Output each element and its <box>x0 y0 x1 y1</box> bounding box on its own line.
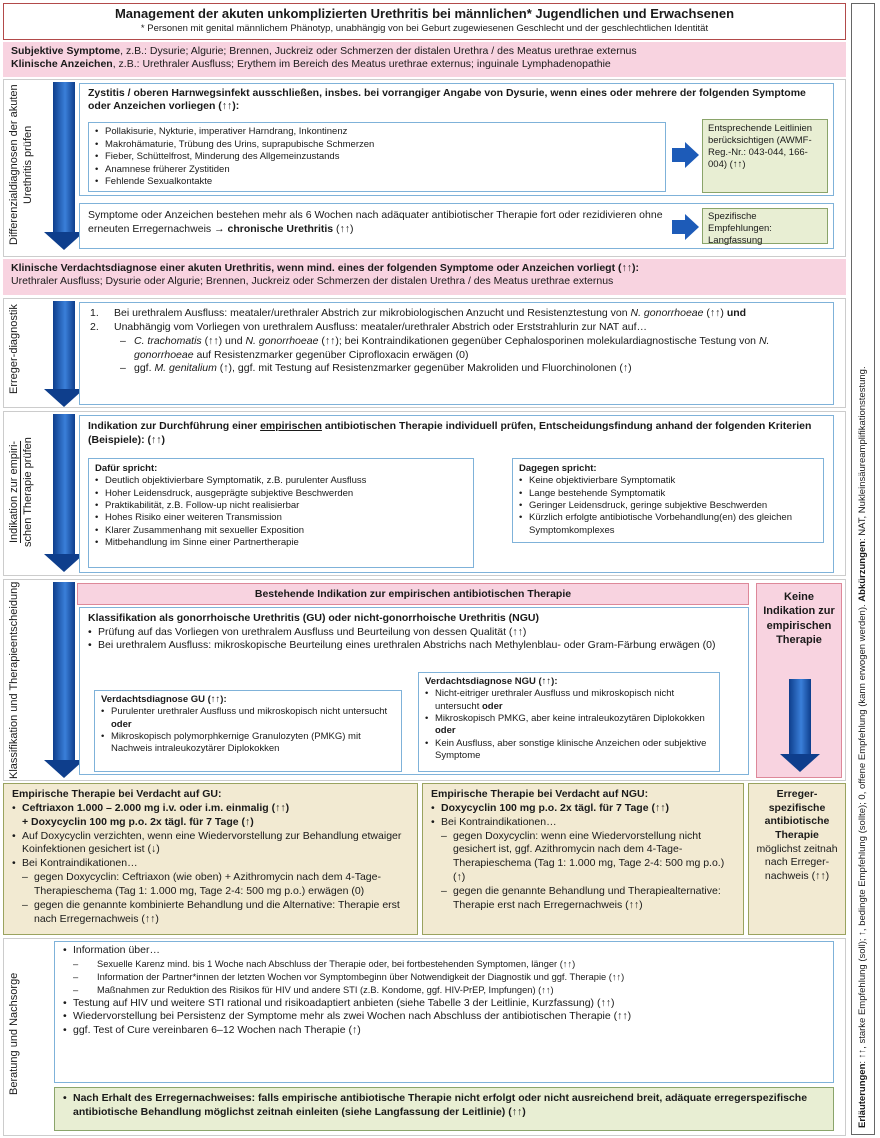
sub-text: ggf. <box>134 362 155 375</box>
list-item: – Information der Partner*innen der letzten Wochen vor Symptombeginn über Notwendigkeit der Diagnostik und ggf. Therapie (↑↑) <box>63 971 825 984</box>
list-item: – Maßnahmen zur Reduktion des Risikos für HIV und andere STI (z.B. Kondome, ggf. HIV-PrEP, Impfungen) (↑↑) <box>63 984 825 997</box>
sub-text: (↑), ggf. mit Testung auf Resistenzmarker gegenüber Makroliden und Fluorchinolonen (↑) <box>216 362 632 375</box>
flow-arrow-head <box>44 760 84 778</box>
list-item: • Praktikabilität, z.B. Follow-up nicht realisierbar <box>95 500 467 512</box>
cystitis-box <box>79 83 834 196</box>
list-item: • Klarer Zusammenhang mit sexueller Exposition <box>95 525 467 537</box>
section-label-line2: schen Therapie prüfen <box>21 437 34 547</box>
list-item: • Bei Kontraindikationen… <box>12 857 409 871</box>
legend-label: Erläuterungen <box>857 1063 868 1128</box>
specific-therapy-box <box>748 783 846 935</box>
indication-banner-text: Bestehende Indikation zur empirischen antibiotischen Therapie <box>254 588 572 600</box>
ngu-therapy-title: Empirische Therapie bei Verdacht auf NGU: <box>431 788 649 800</box>
list-item: • Mikroskopisch polymorphkernige Granulozyten (PMKG) mit Nachweis intraleukozytärer Diplokokken <box>101 731 395 756</box>
suspicion-text: Urethraler Ausfluss; Dysurie oder Algurie; Brennen, Juckreiz oder Schmerzen der distalen Urethra / des Meatus urethrae externus <box>11 275 614 288</box>
guideline-ref-text: Entsprechende Leitlinien berücksichtigen (AWMF-Reg.-Nr.: 043-044, 166-004) (↑↑) <box>708 123 813 170</box>
section-differential <box>3 79 846 257</box>
flow-arrow <box>53 414 75 554</box>
flow-arrow-head <box>44 389 84 407</box>
list-item <box>101 706 395 731</box>
chronic-text: Symptome oder Anzeichen bestehen mehr als 6 Wochen nach adäquater antibiotischer Therapie fort oder rezidivieren ohne erneuten Erregernachweis → <box>88 209 663 236</box>
flow-arrow <box>53 82 75 232</box>
right-arrow <box>672 220 686 234</box>
chronic-label: chronische Urethritis <box>227 223 334 236</box>
flow-arrow-head <box>44 232 84 250</box>
list-item: – gegen Doxycyclin: Ceftriaxon (wie oben) + Azithromycin nach dem 4-Tage-Therapieschema (Tag 1: 1.000 mg, Tage 2-4: 500 mg p.o.) erwägen (0) <box>12 871 409 899</box>
gu-therapy-title: Empirische Therapie bei Verdacht auf GU: <box>12 788 222 800</box>
ngu-suspect-box <box>418 672 720 772</box>
right-arrow-head <box>685 214 699 240</box>
cystitis-title: Zystitis / oberen Harnwegsinfekt ausschließen, insbes. bei vorrangiger Angabe von Dysurie, wenn eines oder mehrere der folgenden Symptome oder Anzeichen vorliegen (↑↑): <box>88 87 806 113</box>
classification-box <box>79 607 749 775</box>
list-item: • Mitbehandlung im Sinne einer Partnertherapie <box>95 537 467 549</box>
ngu-therapy-box <box>422 783 744 935</box>
chronic-box <box>79 203 834 249</box>
cystitis-list <box>95 126 659 189</box>
list-item: • Keine objektivierbare Symptomatik <box>519 475 817 487</box>
clinical-text: , z.B.: Urethraler Ausfluss; Erythem im Bereich des Meatus urethrae externus; inguinale Lymphadenopathie <box>112 58 611 71</box>
indication-title-rest: antibiotischen Therapie individuell prüfen, Entscheidungsfindung anhand der folgenden Kriterien (Beispiele): (↑↑) <box>88 420 812 446</box>
indication-title-em: empirischen <box>260 420 322 432</box>
flow-arrow <box>53 301 75 389</box>
list-item: • Auf Doxycyclin verzichten, wenn eine Wiedervorstellung zur Behandlung etwaiger Koinfektionen gesichert ist (↓) <box>12 830 409 858</box>
gu-drug-2: + Doxycyclin 100 mg p.o. 2x tägl. für 7 Tage (↑) <box>22 815 254 828</box>
section-label-line1: Indikation zur empiri- <box>8 440 20 544</box>
section-label: Klassifikation und Therapieentscheidung <box>8 581 20 779</box>
cystitis-list-box <box>88 122 666 192</box>
indication-box <box>79 415 834 573</box>
organism: C. trachomatis <box>134 334 202 347</box>
indication-banner <box>77 583 749 605</box>
symptoms-box <box>3 42 846 77</box>
list-item: • Kürzlich erfolgte antibiotische Vorbehandlung(en) des gleichen Symptomkomplexes <box>519 512 817 537</box>
page-subtitle: * Personen mit genital männlichem Phänotyp, unabhängig von bei Geburt zugewiesenen Geschlecht und der geschlechtlichen Identität <box>140 22 709 34</box>
subjective-label: Subjektive Symptome <box>11 45 121 57</box>
list-item: • Prüfung auf das Vorliegen von urethralem Ausfluss und Beurteilung von dessen Qualität (↑↑) <box>88 626 740 640</box>
list-item: • Hohes Risiko einer weiteren Transmission <box>95 512 467 524</box>
con-title: Dagegen spricht: <box>519 463 597 474</box>
flow-arrow-head <box>780 754 820 772</box>
conjunction: oder <box>435 725 456 737</box>
right-arrow <box>672 148 686 162</box>
list-item: • Hoher Leidensdruck, ausgeprägte subjektive Beschwerden <box>95 488 467 500</box>
conjunction: oder <box>111 718 132 730</box>
flow-arrow-head <box>44 554 84 572</box>
specific-therapy-title: Erreger-spezifische antibiotische Therapie <box>764 788 830 841</box>
gu-suspect-box <box>94 690 402 772</box>
conjunction: oder <box>482 700 503 712</box>
list-item: • Makrohämaturie, Trübung des Urins, suprapubische Schmerzen <box>95 139 659 152</box>
list-item: • Geringer Leidensdruck, geringe subjektive Beschwerden <box>519 500 817 512</box>
section-counseling <box>3 938 846 1136</box>
gu-drug-1: Ceftriaxon 1.000 – 2.000 mg i.v. oder i.m. einmalig (↑↑) <box>22 801 290 814</box>
flow-arrow <box>789 679 811 754</box>
clinical-label: Klinische Anzeichen <box>11 58 113 71</box>
indication-title: Indikation zur Durchführung einer <box>88 420 261 432</box>
right-arrow-head <box>685 142 699 168</box>
sub-text: auf Resistenzmarker gegenüber Ciprofloxacin erwägen (0) <box>193 348 469 361</box>
section-pathogen <box>3 298 846 408</box>
list-item: – Sexuelle Karenz mind. bis 1 Woche nach Abschluss der Therapie oder, bei fortbestehenden Symptomen, länger (↑↑) <box>63 958 825 971</box>
pro-box <box>88 458 474 568</box>
list-item: • Kein Ausfluss, aber sonstige klinische Anzeichen oder subjektive Symptome <box>425 738 713 763</box>
con-box <box>512 458 824 543</box>
conjunction: und <box>726 307 747 319</box>
classification-title: Klassifikation als gonorrhoische Urethritis (GU) oder nicht-gonorrhoische Urethritis (NGU) <box>88 612 539 624</box>
list-item <box>425 713 713 738</box>
gu-suspect-title: Verdachtsdiagnose GU (↑↑): <box>101 694 227 705</box>
counseling-box <box>54 941 834 1083</box>
list-item: • Bei urethralem Ausfluss: mikroskopische Beurteilung eines urethralen Abstrichs nach Methylenblau- oder Gram-Färbung erwägen (0) <box>88 639 728 653</box>
list-item: • Bei Kontraindikationen… <box>431 816 735 830</box>
final-note-box <box>54 1087 834 1131</box>
section-indication <box>3 411 846 576</box>
organism: M. genitalium <box>154 362 217 375</box>
section-label: Beratung und Nachsorge <box>8 972 20 1096</box>
ngu-criterion: Nicht-eitriger urethraler Ausfluss und mikroskopisch nicht untersucht <box>435 688 675 712</box>
chronic-ref-text: Spezifische Empfehlungen: Langfassung <box>708 211 772 246</box>
list-item: • Information über… <box>63 944 825 958</box>
header <box>3 3 846 40</box>
final-note-text: • Nach Erhalt des Erregernachweises: falls empirische antibiotische Therapie nicht erfolgt oder nicht ausreichend breit, adäquate erregerspezifische antibiotische Behandlung möglichst zeitnah einleiten (siehe Langfassung der Leitlinie) (↑↑) <box>63 1092 825 1119</box>
grade: (↑↑) <box>703 307 727 319</box>
list-item: – gegen die genannte Behandlung und Therapiealternative: Therapie erst nach Erregernachweis (↑↑) <box>431 885 735 913</box>
gu-criterion: Purulenter urethraler Ausfluss und mikroskopisch nicht untersucht <box>111 706 388 718</box>
legend-box <box>851 3 875 1135</box>
abbr-text: : NAT, Nukleinsäureamplifikationstestung. <box>857 366 868 541</box>
list-item: – gegen Doxycyclin: wenn eine Wiedervorstellung nicht gesichert ist, ggf. Azithromycin nach dem 4-Tage-Therapieschema (Tag 1: 1.000 mg, Tage 2-4: 500 mg p.o.) (↑) <box>431 830 735 885</box>
ngu-drug: Doxycyclin 100 mg p.o. 2x tägl. für 7 Tage (↑↑) <box>441 801 669 814</box>
organism: N. gonorrhoeae <box>630 307 704 319</box>
sub-text: (↑↑); bei Kontraindikationen gegenüber Cephalosporinen molekulardiagnostische Testung von <box>318 334 759 347</box>
list-item: • Wiedervorstellung bei Persistenz der Symptome mehr als zwei Wochen nach Abschluss der antibiotischen Therapie (↑↑) <box>63 1010 825 1024</box>
suspicion-title: Klinische Verdachtsdiagnose einer akuten Urethritis, wenn mind. eines der folgenden Symptome oder Anzeichen vorliegt (↑↑): <box>11 262 639 274</box>
no-indication-text: Keine Indikation zur empirischen Therapie <box>763 591 835 646</box>
abbr-label: Abkürzungen <box>857 541 868 602</box>
list-item: • ggf. Test of Cure vereinbaren 6–12 Wochen nach Therapie (↑) <box>63 1024 825 1038</box>
list-item <box>425 688 713 713</box>
suspicion-box <box>3 259 846 295</box>
step1-text: Bei urethralem Ausfluss: meataler/urethraler Abstrich zur mikrobiologischen Anzucht und Resistenztestung von <box>114 307 631 319</box>
list-item: • Lange bestehende Symptomatik <box>519 488 817 500</box>
list-item <box>431 802 735 816</box>
list-item <box>12 802 409 830</box>
guideline-ref-box <box>702 119 828 193</box>
step2-text: Unabhängig vom Vorliegen von urethralem Ausfluss: meataler/urethraler Abstrich oder Erststrahlurin zur NAT auf… <box>114 320 648 333</box>
list-item: – gegen die genannte kombinierte Behandlung und die Alternative: Therapie erst nach Erregernachweis (↑↑) <box>12 899 409 927</box>
chronic-ref-box <box>702 208 828 244</box>
list-item: • Anamnese früherer Zystitiden <box>95 164 659 177</box>
pathogen-box: 1. Bei urethralem Ausfluss: meataler/urethraler Abstrich zur mikrobiologischen Anzucht und Resistenztestung von N. gonorrhoeae (↑↑) und 2. Unabhängig vom Vorliegen von urethralem Ausfluss: meataler/urethraler Abstrich oder Erststrahlurin zur NAT auf… – C. trachomatis (↑↑) und N. gonorrhoeae (↑↑); bei Kontraindikationen gegenüber Cephalosporinen molekulardiagnostische Testung von N. gonorrhoeae auf Resistenzmarker gegenüber Ciprofloxacin erwägen (0) – ggf. M. genitalium (↑), ggf. mit Testung auf Resistenzmarker gegenüber Makroliden und Fluorchinolonen (↑) <box>79 302 834 405</box>
organism: N. gonorrhoeae <box>134 334 770 361</box>
list-item: • Deutlich objektivierbare Symptomatik, z.B. purulenter Ausfluss <box>95 475 467 487</box>
ngu-suspect-title: Verdachtsdiagnose NGU (↑↑): <box>425 676 558 687</box>
organism: N. gonorrhoeae <box>245 334 319 347</box>
legend-text: : ↑↑, starke Empfehlung (soll); ↑, bedingte Empfehlung (sollte); 0, offene Empfehlung (kann erwogen werden). <box>857 601 868 1064</box>
section-label: Erreger-diagnostik <box>8 304 20 394</box>
section-classification <box>3 579 846 781</box>
section-label <box>8 412 48 572</box>
ngu-criterion: Mikroskopisch PMKG, aber keine intraleukozytären Diplokokken <box>435 713 705 725</box>
page-title: Management der akuten unkomplizierten Urethritis bei männlichen* Jugendlichen und Erwachsenen <box>114 6 735 21</box>
grade: (↑↑) und <box>201 334 246 347</box>
specific-therapy-text: möglichst zeitnah nach Erreger-nachweis (↑↑) <box>756 842 838 882</box>
no-indication-box <box>756 583 842 778</box>
section-label: Differenzialdiagnosen der akuten Urethritis prüfen <box>8 84 34 246</box>
list-item: • Fehlende Sexualkontakte <box>95 176 659 189</box>
step-number: 1. <box>90 307 99 319</box>
list-item: • Testung auf HIV und weitere STI rational und risikoadaptiert anbieten (siehe Tabelle 3 der Leitlinie, Kurzfassung) (↑↑) <box>63 997 825 1011</box>
step-number: 2. <box>90 320 99 333</box>
flow-arrow <box>53 582 75 760</box>
pro-title: Dafür spricht: <box>95 463 158 474</box>
list-item: • Fieber, Schüttelfrost, Minderung des Allgemeinzustands <box>95 151 659 164</box>
chronic-grade: (↑↑) <box>333 223 354 236</box>
gu-therapy-box <box>3 783 418 935</box>
subjective-text: , z.B.: Dysurie; Algurie; Brennen, Juckreiz oder Schmerzen der distalen Urethra / des Meatus urethrae externus <box>120 45 637 57</box>
list-item: • Pollakisurie, Nykturie, imperativer Harndrang, Inkontinenz <box>95 126 659 139</box>
